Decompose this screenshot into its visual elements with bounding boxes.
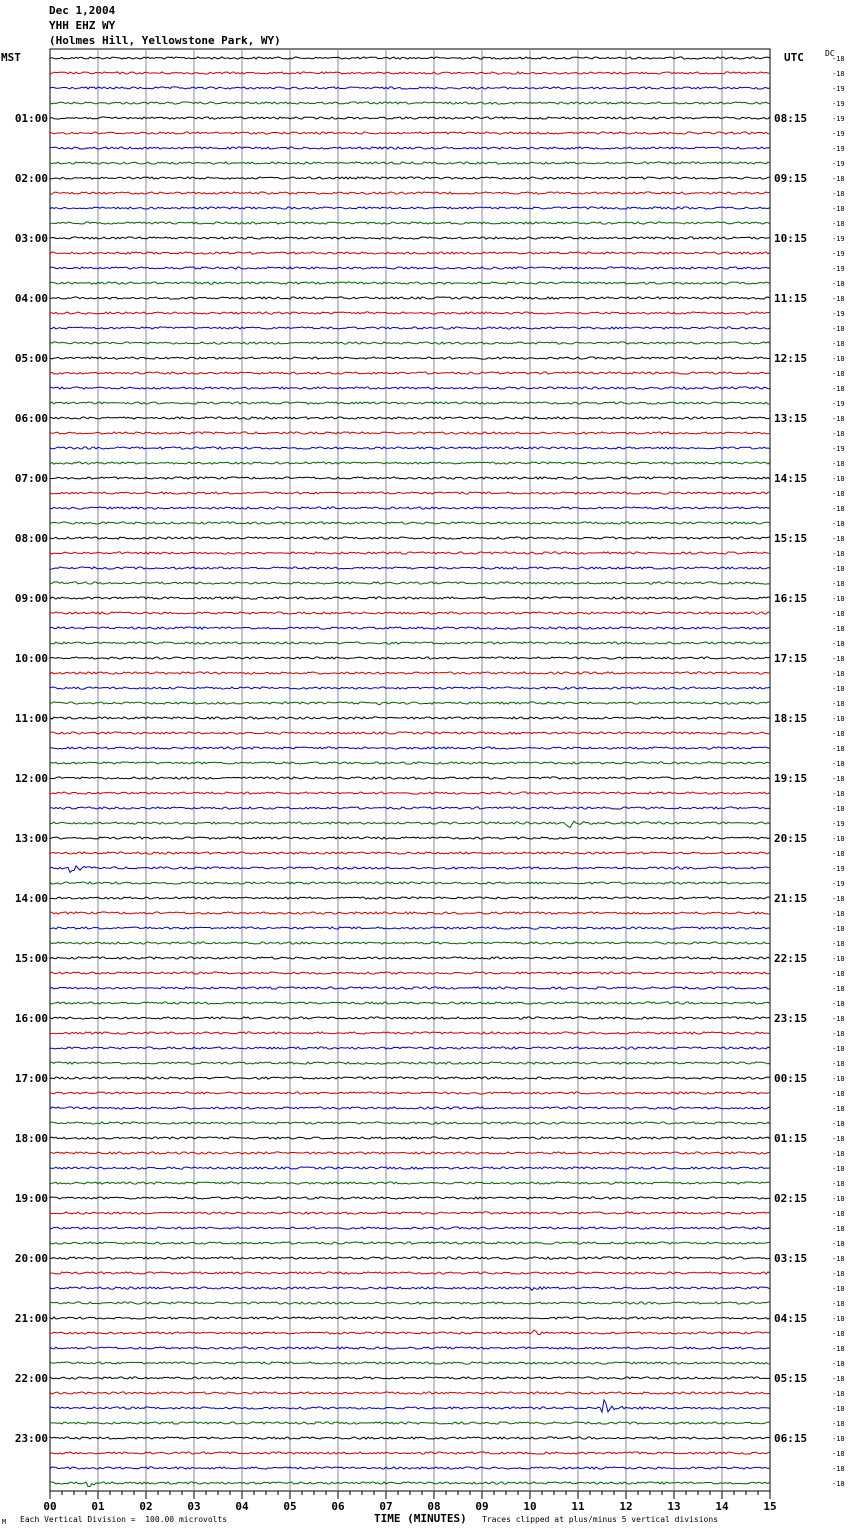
seismic-trace [50, 1242, 770, 1244]
seismic-trace [50, 1347, 770, 1349]
x-tick-label: 07 [379, 1500, 393, 1513]
seismic-trace [50, 567, 770, 569]
dc-offset: -18 [832, 700, 845, 708]
dc-offset: -19 [832, 865, 845, 873]
x-tick-label: 11 [571, 1500, 585, 1513]
hour-label-right: 09:15 [774, 172, 808, 185]
dc-offset: -19 [832, 265, 845, 273]
hour-label-right: 17:15 [774, 652, 808, 665]
dc-offset: -19 [832, 145, 845, 153]
dc-offset: -18 [832, 385, 845, 393]
seismic-trace [50, 72, 770, 74]
seismic-trace [50, 942, 770, 944]
seismic-trace [50, 1047, 770, 1049]
seismic-trace [50, 1437, 770, 1439]
hour-label-left: 07:00 [14, 472, 48, 485]
seismic-trace [50, 432, 770, 434]
dc-offset: -18 [832, 1405, 845, 1413]
hour-label-left: 23:00 [14, 1432, 48, 1445]
seismic-trace [50, 821, 770, 827]
hour-label-right: 21:15 [774, 892, 808, 905]
hour-label-left: 20:00 [14, 1252, 48, 1265]
dc-offset: -18 [832, 415, 845, 423]
x-tick-label: 12 [619, 1500, 633, 1513]
dc-offset: -19 [832, 445, 845, 453]
hour-label-right: 15:15 [774, 532, 808, 545]
seismic-trace [50, 342, 770, 344]
dc-offset: -18 [832, 730, 845, 738]
seismic-trace [50, 57, 770, 59]
dc-offset: -18 [832, 520, 845, 528]
dc-offset: -18 [832, 430, 845, 438]
seismic-trace [50, 1152, 770, 1154]
dc-offset: -19 [832, 250, 845, 258]
dc-offset: -18 [832, 790, 845, 798]
seismic-trace [50, 147, 770, 149]
seismic-trace [50, 1002, 770, 1004]
hour-label-left: 03:00 [14, 232, 48, 245]
seismic-trace [50, 612, 770, 614]
dc-offset: -18 [832, 70, 845, 78]
seismic-trace [50, 747, 770, 749]
x-tick-label: 10 [523, 1500, 537, 1513]
seismic-trace [50, 882, 770, 884]
dc-offset: -18 [832, 1135, 845, 1143]
hour-label-right: 18:15 [774, 712, 808, 725]
hour-label-left: 13:00 [14, 832, 48, 845]
dc-offset: -18 [832, 1420, 845, 1428]
dc-offset: -18 [832, 1060, 845, 1068]
seismic-trace [50, 732, 770, 734]
hour-label-left: 02:00 [14, 172, 48, 185]
seismic-trace [50, 507, 770, 509]
dc-offset: -18 [832, 1435, 845, 1443]
seismic-trace [50, 642, 770, 644]
dc-offset: -18 [832, 325, 845, 333]
dc-offset: -18 [832, 1465, 845, 1473]
dc-offset: -18 [832, 1255, 845, 1263]
seismic-trace [50, 1137, 770, 1139]
hour-label-left: 21:00 [14, 1312, 48, 1325]
hour-label-left: 16:00 [14, 1012, 48, 1025]
dc-offset: -18 [832, 490, 845, 498]
seismic-trace [50, 1400, 770, 1412]
clip-note: Traces clipped at plus/minus 5 vertical divisions [482, 1515, 719, 1524]
dc-offset: -18 [832, 175, 845, 183]
vertical-scale-note: Each Vertical Division = 100.00 microvolts [20, 1515, 228, 1524]
seismic-trace [50, 597, 770, 599]
hour-label-right: 05:15 [774, 1372, 808, 1385]
seismic-trace [50, 1062, 770, 1064]
seismic-trace [50, 357, 770, 359]
seismic-trace [50, 1272, 770, 1274]
dc-offset: -18 [832, 1165, 845, 1173]
dc-offset: -18 [832, 1375, 845, 1383]
dc-offset: -18 [832, 280, 845, 288]
seismic-trace [50, 1422, 770, 1424]
seismic-trace [50, 177, 770, 179]
seismic-trace [50, 1317, 770, 1319]
dc-offset: -18 [832, 1360, 845, 1368]
hour-label-right: 22:15 [774, 952, 808, 965]
seismic-trace [50, 477, 770, 479]
seismic-trace [50, 102, 770, 104]
dc-offset: -18 [832, 1315, 845, 1323]
seismic-trace [50, 537, 770, 539]
seismic-trace [50, 1452, 770, 1454]
x-tick-label: 06 [331, 1500, 345, 1513]
dc-offset: -18 [832, 610, 845, 618]
hour-label-left: 08:00 [14, 532, 48, 545]
dc-offset: -18 [832, 355, 845, 363]
dc-offset: -18 [832, 1015, 845, 1023]
seismic-trace [50, 252, 770, 254]
seismic-trace [50, 192, 770, 194]
dc-offset: -18 [832, 1330, 845, 1338]
dc-offset: -18 [832, 565, 845, 573]
seismic-trace [50, 1392, 770, 1394]
dc-offset: -18 [832, 1345, 845, 1353]
seismic-trace [50, 462, 770, 464]
seismic-trace [50, 627, 770, 629]
dc-offset: -18 [832, 1390, 845, 1398]
seismic-trace [50, 417, 770, 419]
dc-offset: -18 [832, 985, 845, 993]
seismic-trace [50, 1257, 770, 1259]
dc-offset: -18 [832, 1045, 845, 1053]
seismic-trace [50, 972, 770, 974]
dc-offset: -18 [832, 505, 845, 513]
dc-offset: -18 [832, 850, 845, 858]
x-tick-label: 09 [475, 1500, 489, 1513]
hour-label-left: 15:00 [14, 952, 48, 965]
hour-label-left: 17:00 [14, 1072, 48, 1085]
dc-offset: -18 [832, 1285, 845, 1293]
hour-label-left: 14:00 [14, 892, 48, 905]
seismic-trace [50, 957, 770, 959]
hour-label-right: 02:15 [774, 1192, 808, 1205]
seismic-trace [50, 777, 770, 779]
seismic-trace [50, 717, 770, 719]
dc-offset: -18 [832, 205, 845, 213]
seismic-trace [50, 162, 770, 164]
dc-offset: -18 [832, 1450, 845, 1458]
hour-label-right: 23:15 [774, 1012, 808, 1025]
seismic-trace [50, 1107, 770, 1109]
dc-offset: -18 [832, 1270, 845, 1278]
dc-offset: -19 [832, 820, 845, 828]
seismic-trace [50, 1077, 770, 1079]
dc-offset: -18 [832, 895, 845, 903]
seismic-trace [50, 312, 770, 314]
x-tick-label: 02 [139, 1500, 153, 1513]
seismic-trace [50, 866, 770, 873]
dc-label: DC [825, 49, 835, 58]
seismic-trace [50, 582, 770, 584]
x-tick-label: 03 [187, 1500, 201, 1513]
dc-offset: -18 [832, 940, 845, 948]
seismic-trace [50, 207, 770, 209]
hour-label-left: 09:00 [14, 592, 48, 605]
dc-offset: -18 [832, 805, 845, 813]
hour-label-left: 01:00 [14, 112, 48, 125]
dc-offset: -18 [832, 1150, 845, 1158]
seismic-trace [50, 1482, 770, 1487]
seismic-trace [50, 282, 770, 284]
dc-offset: -19 [832, 235, 845, 243]
x-tick-label: 08 [427, 1500, 441, 1513]
dc-offset: -18 [832, 955, 845, 963]
seismic-trace [50, 987, 770, 989]
corner-mark: M [2, 1518, 7, 1526]
dc-offset: -18 [832, 1300, 845, 1308]
hour-label-right: 03:15 [774, 1252, 808, 1265]
seismic-trace [50, 387, 770, 389]
hour-label-left: 22:00 [14, 1372, 48, 1385]
left-timezone-label: MST [1, 51, 21, 64]
hour-label-right: 14:15 [774, 472, 808, 485]
seismic-trace [50, 1227, 770, 1229]
hour-label-left: 11:00 [14, 712, 48, 725]
seismic-trace [50, 702, 770, 705]
hour-label-right: 08:15 [774, 112, 808, 125]
seismic-trace [50, 132, 770, 134]
hour-label-left: 04:00 [14, 292, 48, 305]
dc-offset: -18 [832, 340, 845, 348]
hour-label-left: 12:00 [14, 772, 48, 785]
seismic-trace [50, 492, 770, 494]
seismic-trace [50, 297, 770, 299]
dc-offset: -18 [832, 1105, 845, 1113]
dc-offset: -18 [832, 1120, 845, 1128]
dc-offset: -19 [832, 85, 845, 93]
seismic-trace [50, 87, 770, 89]
seismic-trace [50, 1330, 770, 1335]
seismic-trace [50, 687, 770, 689]
seismic-trace [50, 267, 770, 269]
dc-offset: -18 [832, 1480, 845, 1488]
dc-offset: -18 [832, 55, 845, 63]
dc-offset: -18 [832, 925, 845, 933]
seismic-trace [50, 222, 770, 224]
seismic-trace [50, 657, 770, 659]
seismic-trace [50, 117, 770, 119]
seismic-trace [50, 447, 770, 449]
hour-label-left: 05:00 [14, 352, 48, 365]
x-tick-label: 13 [667, 1500, 681, 1513]
dc-offset: -18 [832, 685, 845, 693]
dc-offset: -19 [832, 880, 845, 888]
seismic-trace [50, 912, 770, 914]
dc-offset: -18 [832, 835, 845, 843]
dc-offset: -19 [832, 400, 845, 408]
seismic-trace [50, 1167, 770, 1169]
dc-offset: -18 [832, 1030, 845, 1038]
seismic-trace [50, 327, 770, 329]
hour-label-right: 16:15 [774, 592, 808, 605]
dc-offset: -18 [832, 625, 845, 633]
x-axis-label: TIME (MINUTES) [374, 1512, 467, 1525]
seismic-trace [50, 1182, 770, 1184]
hour-label-right: 00:15 [774, 1072, 808, 1085]
dc-offset: -18 [832, 655, 845, 663]
seismic-trace [50, 927, 770, 929]
station-location: (Holmes Hill, Yellowstone Park, WY) [49, 34, 281, 47]
dc-offset: -19 [832, 160, 845, 168]
x-tick-label: 00 [43, 1500, 57, 1513]
dc-offset: -18 [832, 595, 845, 603]
seismic-trace [50, 1197, 770, 1199]
seismic-trace [50, 1362, 770, 1364]
seismic-trace [50, 852, 770, 854]
seismic-trace [50, 897, 770, 899]
dc-offset: -18 [832, 670, 845, 678]
hour-label-right: 04:15 [774, 1312, 808, 1325]
dc-offset: -18 [832, 580, 845, 588]
dc-offset: -18 [832, 460, 845, 468]
dc-offset: -18 [832, 1195, 845, 1203]
right-timezone-label: UTC [784, 51, 804, 64]
seismic-trace [50, 807, 770, 809]
hour-label-right: 11:15 [774, 292, 808, 305]
dc-offset: -19 [832, 310, 845, 318]
hour-label-right: 06:15 [774, 1432, 808, 1445]
seismic-trace [50, 372, 770, 374]
hour-label-left: 19:00 [14, 1192, 48, 1205]
seismic-trace [50, 762, 770, 764]
seismic-trace [50, 792, 770, 794]
dc-offset: -18 [832, 475, 845, 483]
dc-offset: -18 [832, 1240, 845, 1248]
seismic-trace [50, 1017, 770, 1019]
dc-offset: -18 [832, 370, 845, 378]
hour-label-right: 01:15 [774, 1132, 808, 1145]
seismic-trace [50, 1287, 770, 1291]
dc-offset: -19 [832, 115, 845, 123]
x-tick-label: 01 [91, 1500, 105, 1513]
seismic-trace [50, 1032, 770, 1034]
dc-offset: -19 [832, 130, 845, 138]
dc-offset: -18 [832, 760, 845, 768]
dc-offset: -18 [832, 1090, 845, 1098]
dc-offset: -18 [832, 970, 845, 978]
dc-offset: -18 [832, 1180, 845, 1188]
seismic-trace [50, 1467, 770, 1469]
dc-offset: -19 [832, 100, 845, 108]
seismic-trace [50, 1122, 770, 1124]
hour-label-left: 18:00 [14, 1132, 48, 1145]
plot-date: Dec 1,2004 [49, 4, 116, 17]
dc-offset: -18 [832, 745, 845, 753]
dc-offset: -18 [832, 535, 845, 543]
plot-frame [50, 49, 770, 1491]
seismic-trace [50, 522, 770, 524]
dc-offset: -18 [832, 715, 845, 723]
seismic-trace [50, 237, 770, 239]
dc-offset: -18 [832, 190, 845, 198]
hour-label-right: 10:15 [774, 232, 808, 245]
seismic-trace [50, 1212, 770, 1214]
seismic-trace [50, 837, 770, 839]
dc-offset: -18 [832, 1225, 845, 1233]
seismic-trace [50, 672, 770, 674]
seismic-trace [50, 1302, 770, 1304]
hour-label-right: 20:15 [774, 832, 808, 845]
dc-offset: -18 [832, 295, 845, 303]
dc-offset: -18 [832, 1210, 845, 1218]
seismic-trace [50, 1092, 770, 1094]
hour-label-right: 13:15 [774, 412, 808, 425]
hour-label-right: 12:15 [774, 352, 808, 365]
x-tick-label: 05 [283, 1500, 297, 1513]
station-code: YHH EHZ WY [49, 19, 116, 32]
dc-offset: -18 [832, 220, 845, 228]
hour-label-left: 06:00 [14, 412, 48, 425]
hour-label-right: 19:15 [774, 772, 808, 785]
dc-offset: -18 [832, 640, 845, 648]
x-tick-label: 14 [715, 1500, 729, 1513]
dc-offset: -18 [832, 910, 845, 918]
x-tick-label: 04 [235, 1500, 249, 1513]
seismic-trace [50, 552, 770, 554]
x-tick-label: 15 [763, 1500, 777, 1513]
hour-label-left: 10:00 [14, 652, 48, 665]
seismic-trace [50, 1377, 770, 1379]
dc-offset: -18 [832, 550, 845, 558]
seismic-trace [50, 402, 770, 404]
dc-offset: -18 [832, 1075, 845, 1083]
dc-offset: -18 [832, 775, 845, 783]
dc-offset: -18 [832, 1000, 845, 1008]
